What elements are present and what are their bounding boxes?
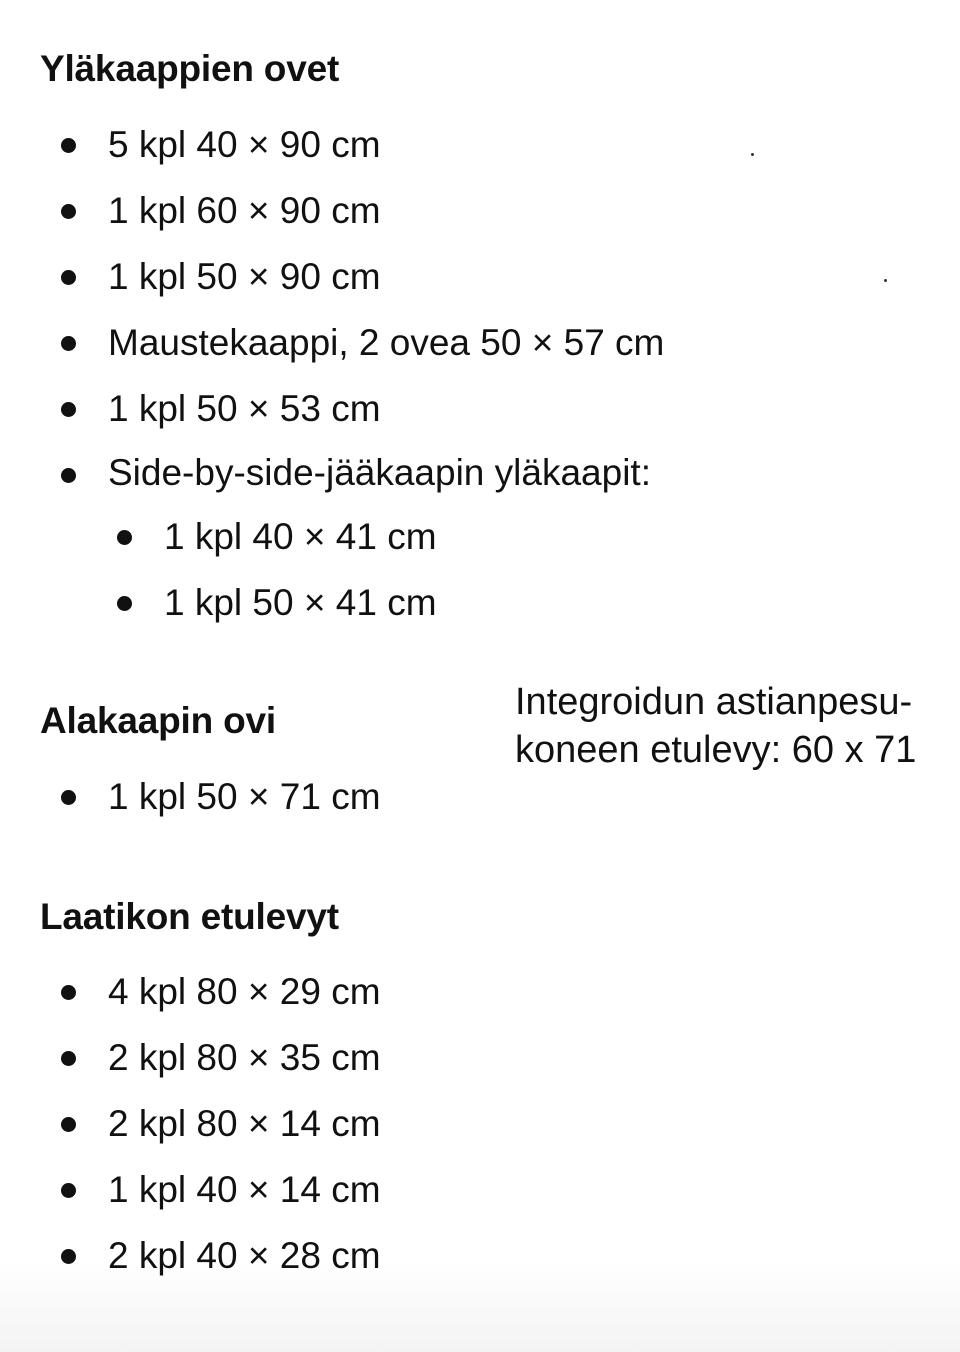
drawer-fronts-list [0, 959, 381, 1289]
note-line: koneen etulevy: 60 x 71 [515, 729, 917, 771]
list-item: 1 kpl 40 × 14 cm [0, 1157, 381, 1223]
sub-list-item: 1 kpl 50 × 41 cm [0, 570, 437, 636]
list-item: Side-by-side-jääkaapin yläkaapit: [0, 442, 664, 504]
list-item: 1 kpl 60 × 90 cm [0, 178, 664, 244]
list-item: 2 kpl 80 × 35 cm [0, 1025, 381, 1091]
lower-cabinet-door-list [0, 764, 381, 830]
section-heading-drawer-fronts: Laatikon etulevyt [40, 896, 339, 937]
list-item: Maustekaappi, 2 ovea 50 × 57 cm [0, 310, 664, 376]
list-item: 1 kpl 50 × 90 cm [0, 244, 664, 310]
list-item: 5 kpl 40 × 90 cm [0, 112, 664, 178]
section-heading-lower-cabinet-door: Alakaapin ovi [40, 700, 276, 741]
list-item: 2 kpl 80 × 14 cm [0, 1091, 381, 1157]
upper-cabinet-doors-list [0, 112, 664, 504]
list-item: 1 kpl 50 × 53 cm [0, 376, 664, 442]
sub-list-item: 1 kpl 40 × 41 cm [0, 504, 437, 570]
fridge-upper-cabinets-sublist [0, 504, 437, 636]
speck-mark [884, 279, 887, 282]
note-line: Integroidun astianpesu- [515, 681, 913, 723]
list-item: 1 kpl 50 × 71 cm [0, 764, 381, 830]
section-heading-upper-cabinet-doors: Yläkaappien ovet [40, 48, 340, 89]
speck-mark [751, 153, 754, 156]
list-item: 4 kpl 80 × 29 cm [0, 959, 381, 1025]
dishwasher-panel-note [515, 678, 916, 774]
list-item: 2 kpl 40 × 28 cm [0, 1223, 381, 1289]
